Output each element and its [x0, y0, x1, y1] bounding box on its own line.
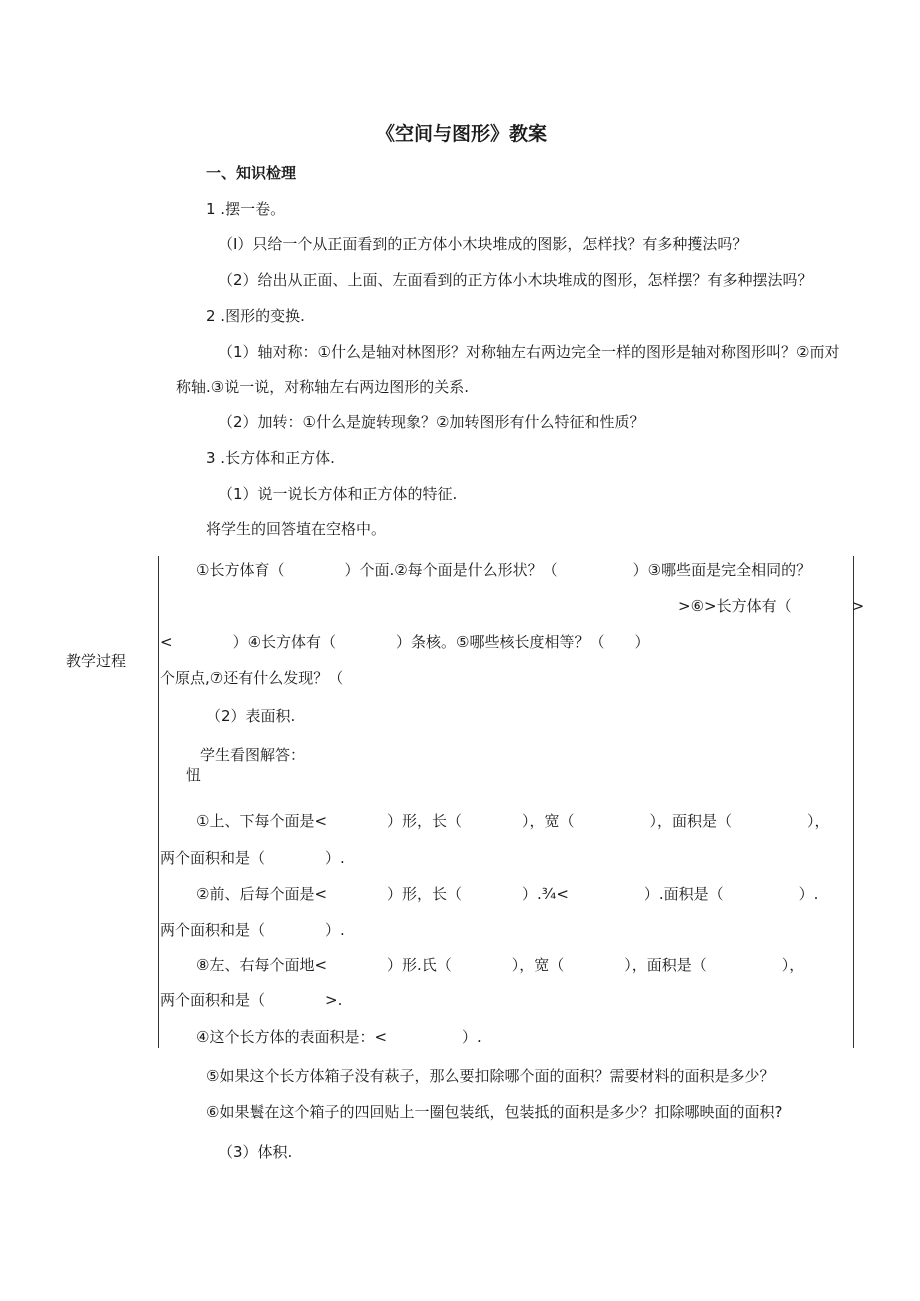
item-1-question-2: （2）给出从正面、上面、左面看到的正方体小木块堆成的图形，怎样摆？有多种摆法吗？ [218, 271, 813, 289]
side-label: 教学过程 [66, 652, 127, 670]
box-line-2: >⑥>长方体有（ > [678, 597, 865, 615]
after-box-line-3: （3）体积. [218, 1143, 293, 1161]
box-line-5: （2）表面积. [206, 707, 296, 725]
after-box-line-2: ⑥如果鬟在这个箱子的四回贴上一圈包装纸，包装抵的面积是多少？扣除哪映面的面积? [206, 1103, 783, 1121]
item-2-question-1-line-a: （1）轴对称：①什么是轴对林图形？对称轴左右两边完全一样的图形是轴对称图形叫？②而对 [218, 343, 840, 361]
box-line-7: 忸 [186, 766, 202, 784]
box-left-border [158, 556, 159, 1048]
item-2-question-1-line-b: 称轴.③说一说，对称轴左右两边图形的关系. [176, 378, 469, 396]
item-1-question-1: （I）只给一个从正面看到的正方体小木块堆成的图影，怎样找？有多种擭法吗？ [218, 235, 748, 253]
item-2: 2 .图形的变换. [206, 307, 305, 325]
fill-instruction: 将学生的回答埴在空格中。 [206, 520, 387, 538]
box-line-8: ①上、下每个面是< ）形，长（ ），宽（ ），面积是（ ）， [196, 812, 830, 830]
after-box-line-1: ⑤如果这个长方体箱子没有萩子，那么要扣除哪个面的面积？需要材料的面积是多少？ [206, 1067, 775, 1085]
box-line-14: ④这个长方体的表面积是：< ）. [196, 1028, 482, 1046]
box-line-11: 两个面积和是（ ）. [160, 921, 345, 939]
box-line-1: ①长方体育（ ）个面.②每个面是什么形状？（ ）③哪些面是完全相同的？ [196, 561, 812, 579]
box-line-12: ⑧左、右每个面地< ）形.氏（ ），宽（ ），面积是（ ）， [196, 956, 805, 974]
item-1: 1 .摆一卷。 [206, 200, 286, 218]
section-heading: 一、知识检理 [206, 164, 297, 182]
item-3: 3 .长方体和正方体. [206, 449, 335, 467]
box-right-border [853, 556, 854, 1048]
page-title: 《空间与图形》教案 [376, 123, 548, 145]
box-line-6: 学生看图解答： [200, 746, 306, 764]
box-line-3: < ）④长方体有（ ）条核。⑤哪些核长度相等？（ ） [160, 633, 650, 651]
item-2-question-2: （2）加转：①什么是旋转现象？②加转图形有什么特征和性质？ [218, 413, 645, 431]
box-line-4: 个原点,⑦还有什么发现？（ [160, 669, 344, 687]
item-3-question-1: （1）说一说长方体和正方体的特征. [218, 485, 458, 503]
box-line-9: 两个面积和是（ ）. [160, 849, 345, 867]
box-line-13: 两个面积和是（ >. [160, 991, 343, 1009]
box-line-10: ②前、后每个面是< ）形，长（ ）.¾< ）.面积是（ ）. [196, 885, 819, 903]
